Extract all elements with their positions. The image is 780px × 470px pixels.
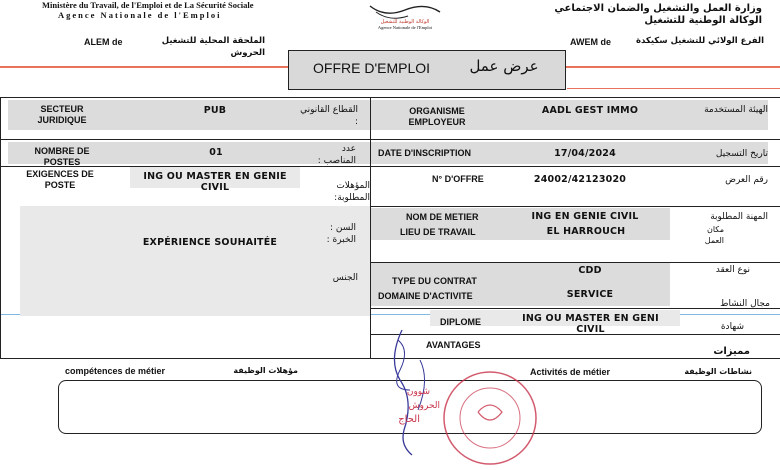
grid-line [0, 139, 780, 140]
experience-label-ar: الخبرة : [326, 235, 356, 245]
grid-line [370, 262, 780, 263]
grid-line [370, 206, 780, 207]
age-label-ar: السن : [329, 223, 356, 233]
grid-line [370, 97, 371, 358]
domaine-label: DOMAINE D'ACTIVITE [378, 291, 473, 301]
diplome-value: ING OU MASTER EN GENI CIVIL [522, 313, 659, 335]
activites-label: Activités de métier [530, 367, 611, 377]
postes-label-ar: عدد المناصب : [317, 144, 356, 166]
diplome-label: DIPLOME [440, 317, 482, 327]
inscription-label: DATE D'INSCRIPTION [378, 148, 471, 158]
domaine-label-ar: مجال النشاط [720, 299, 770, 309]
contrat-value: CDD [578, 265, 602, 276]
secteur-label: SECTEUR JURIDIQUE [37, 104, 87, 125]
title-fr: OFFRE D'EMPLOI [313, 60, 431, 76]
title-ar: عرض عمل [469, 57, 539, 75]
alem-office-ar: الملحقة المحلية للتشغيل الحروش [161, 36, 265, 58]
diplome-label-ar: شهادة [720, 322, 744, 332]
awem-label: AWEM de [570, 37, 612, 47]
ministry-name-fr: Ministère du Travail, de l'Emploi et de La Sécurité Sociale [42, 0, 254, 10]
avantages-label-ar: مميزات [713, 346, 750, 357]
grid-line [0, 166, 780, 167]
stamp-text-2: الحروش [408, 401, 440, 411]
sexe-label-ar: الجنس [332, 273, 358, 283]
postes-value: 01 [209, 147, 223, 158]
exigences-label: EXIGENCES DE POSTE [26, 169, 94, 190]
agency-logo [360, 0, 450, 30]
contrat-label-ar: نوع العقد [715, 265, 750, 275]
domaine-value: SERVICE [566, 289, 614, 300]
grid-line [0, 97, 780, 98]
awem-office-ar: الفرع الولائي للتشغيل سكيكدة [635, 36, 764, 46]
exigences-value: ING OU MASTER EN GENIE CIVIL [143, 171, 287, 193]
title-box [288, 50, 566, 90]
organisme-label-ar: الهيئة المستخدمة [704, 105, 768, 115]
accent-line-right [567, 88, 780, 89]
stamp-text-1: شوون [406, 387, 430, 397]
postes-label: NOMBRE DE POSTES [34, 146, 90, 167]
ministry-name-ar: وزارة العمل والتشغيل والضمان الاجتماعي [554, 3, 762, 14]
lieu-value: EL HARROUCH [546, 226, 626, 237]
organisme-label: ORGANISME EMPLOYEUR [408, 106, 466, 127]
offre-label-ar: رقم العرض [725, 175, 768, 185]
offre-label: N° D'OFFRE [432, 174, 484, 184]
exigences-label-ar: المؤهلات المطلوبة: [334, 181, 370, 203]
inscription-value: 17/04/2024 [554, 148, 616, 159]
logo-caption: Agence Nationale de l'Emploi [377, 25, 433, 30]
offre-value: 24002/42123020 [533, 174, 627, 185]
stamp-text-3: الحاج [398, 414, 420, 425]
activites-label-ar: نشاطات الوظيفة [684, 367, 752, 376]
agency-name-ar: الوكالة الوطنية للتشغيل [644, 15, 762, 26]
competences-label: compétences de métier [65, 366, 166, 376]
competences-label-ar: مؤهلات الوظيفة [233, 366, 298, 375]
experience-value: EXPÉRIENCE SOUHAITÉE [142, 237, 278, 248]
agency-name-fr: Agence Nationale de l'Emploi [58, 10, 222, 20]
lieu-label: LIEU DE TRAVAIL [400, 227, 476, 237]
type-contrat-label: TYPE DU CONTRAT [392, 276, 477, 286]
lieu-label-ar: مكان العمل [704, 225, 724, 245]
metier-label: NOM DE METIER [406, 212, 479, 222]
organisme-value: AADL GEST IMMO [541, 105, 639, 116]
metier-value: ING EN GENIE CIVIL [531, 211, 639, 222]
official-stamp [440, 368, 540, 468]
avantages-label: AVANTAGES [426, 340, 481, 350]
secteur-label-ar: القطاع القانوني : [300, 105, 358, 127]
metier-label-ar: المهنة المطلوبة [710, 212, 768, 222]
secteur-value: PUB [203, 105, 227, 116]
inscription-label-ar: تاريخ التسجيل [715, 149, 768, 159]
alem-label: ALEM de [84, 37, 123, 47]
logo-caption-ar: الوكالة الوطنية للتشغيل [380, 19, 430, 25]
row1-shade [8, 100, 768, 130]
grid-line [0, 97, 1, 358]
